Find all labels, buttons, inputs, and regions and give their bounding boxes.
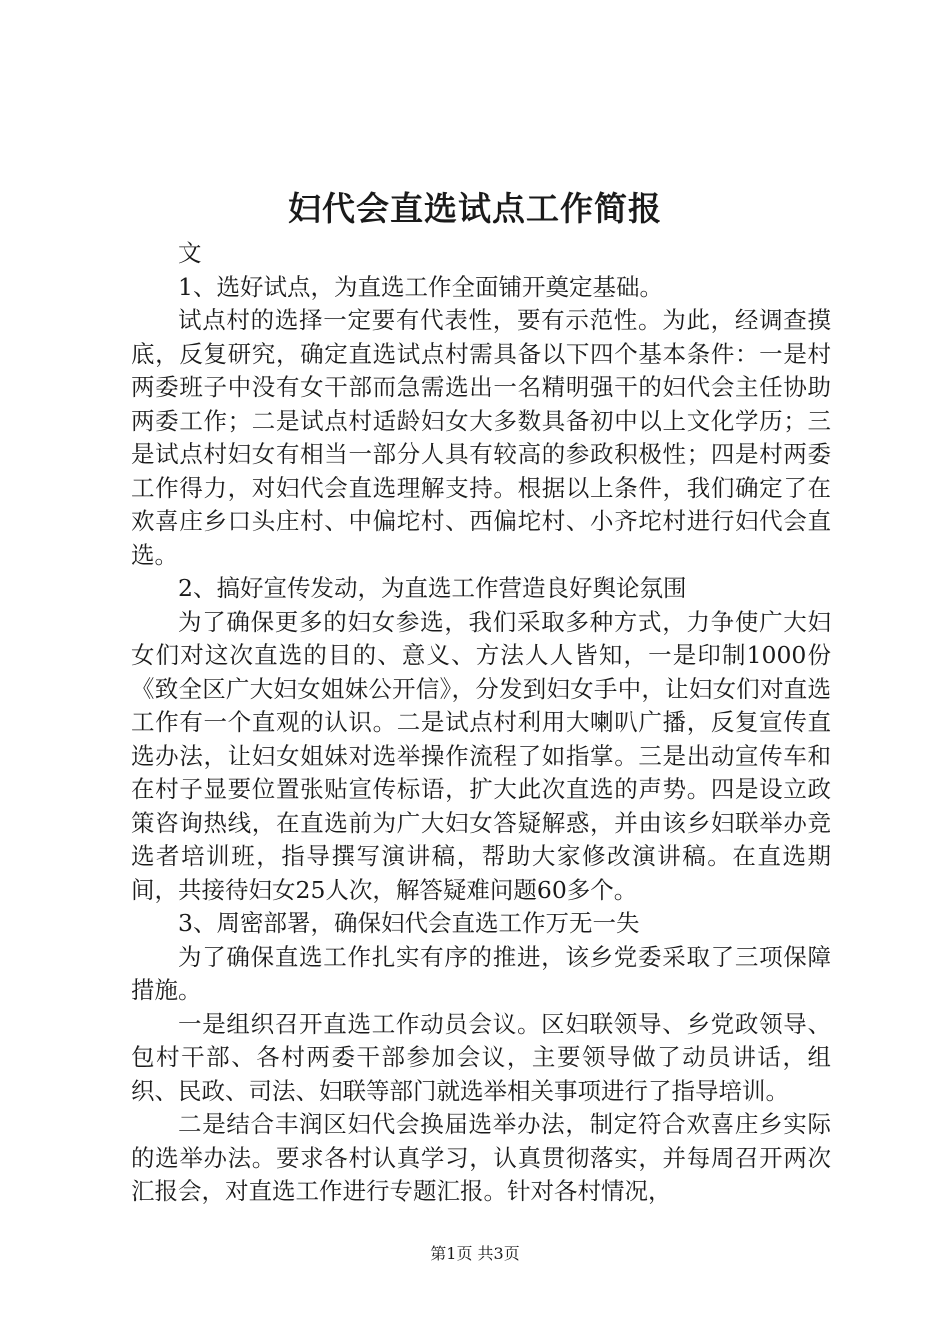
paragraph: 为了确保直选工作扎实有序的推进，该乡党委采取了三项保障措施。 [131, 942, 831, 1004]
page-number-footer: 第1页 共3页 [430, 1244, 520, 1263]
paragraph: 2、搞好宣传发动，为直选工作营造良好舆论氛围 [178, 574, 687, 602]
paragraph: 试点村的选择一定要有代表性，要有示范性。为此，经调查摸底，反复研究，确定直选试点村需具备以下四个基本条件：一是村两委班子中没有女干部而急需选出一名精明强干的妇代会主任协助两委工作；二是试点村适龄妇女大多数具备初中以上文化学历；三是试点村妇女有相当一部分人具有较高的参政积极性；四是村两委工作得力，对妇代会直选理解支持。根据以上条件，我们确定了在欢喜庄乡口头庄村、中偏坨村、西偏坨村、小齐坨村进行妇代会直选。 [131, 306, 831, 569]
paragraph: 3、周密部署，确保妇代会直选工作万无一失 [178, 909, 640, 937]
paragraph: 一是组织召开直选工作动员会议。区妇联领导、乡党政领导、包村干部、各村两委干部参加会议，主要领导做了动员讲话，组织、民政、司法、妇联等部门就选举相关事项进行了指导培训。 [131, 1009, 831, 1105]
paragraph: 1、选好试点，为直选工作全面铺开奠定基础。 [178, 272, 663, 301]
paragraph: 文 [178, 239, 202, 267]
document-title: 妇代会直选试点工作简报 [288, 189, 662, 228]
document-body [131, 237, 831, 1209]
paragraph: 二是结合丰润区妇代会换届选举办法，制定符合欢喜庄乡实际的选举办法。要求各村认真学习，认真贯彻落实，并每周召开两次汇报会，对直选工作进行专题汇报。针对各村情况， [131, 1110, 831, 1205]
paragraph: 为了确保更多的妇女参选，我们采取多种方式，力争使广大妇女们对这次直选的目的、意义、方法人人皆知，一是印制1000份《致全区广大妇女姐妹公开信》，分发到妇女手中，让妇女们对直选工作有一个直观的认识。二是试点村利用大喇叭广播，反复宣传直选办法，让妇女姐妹对选举操作流程了如指掌。三是出动宣传车和在村子显要位置张贴宣传标语，扩大此次直选的声势。四是设立政策咨询热线，在直选前为广大妇女答疑解惑，并由该乡妇联举办竞选者培训班，指导撰写演讲稿，帮助大家修改演讲稿。在直选期间，共接待妇女25人次，解答疑难问题60多个。 [131, 607, 831, 904]
